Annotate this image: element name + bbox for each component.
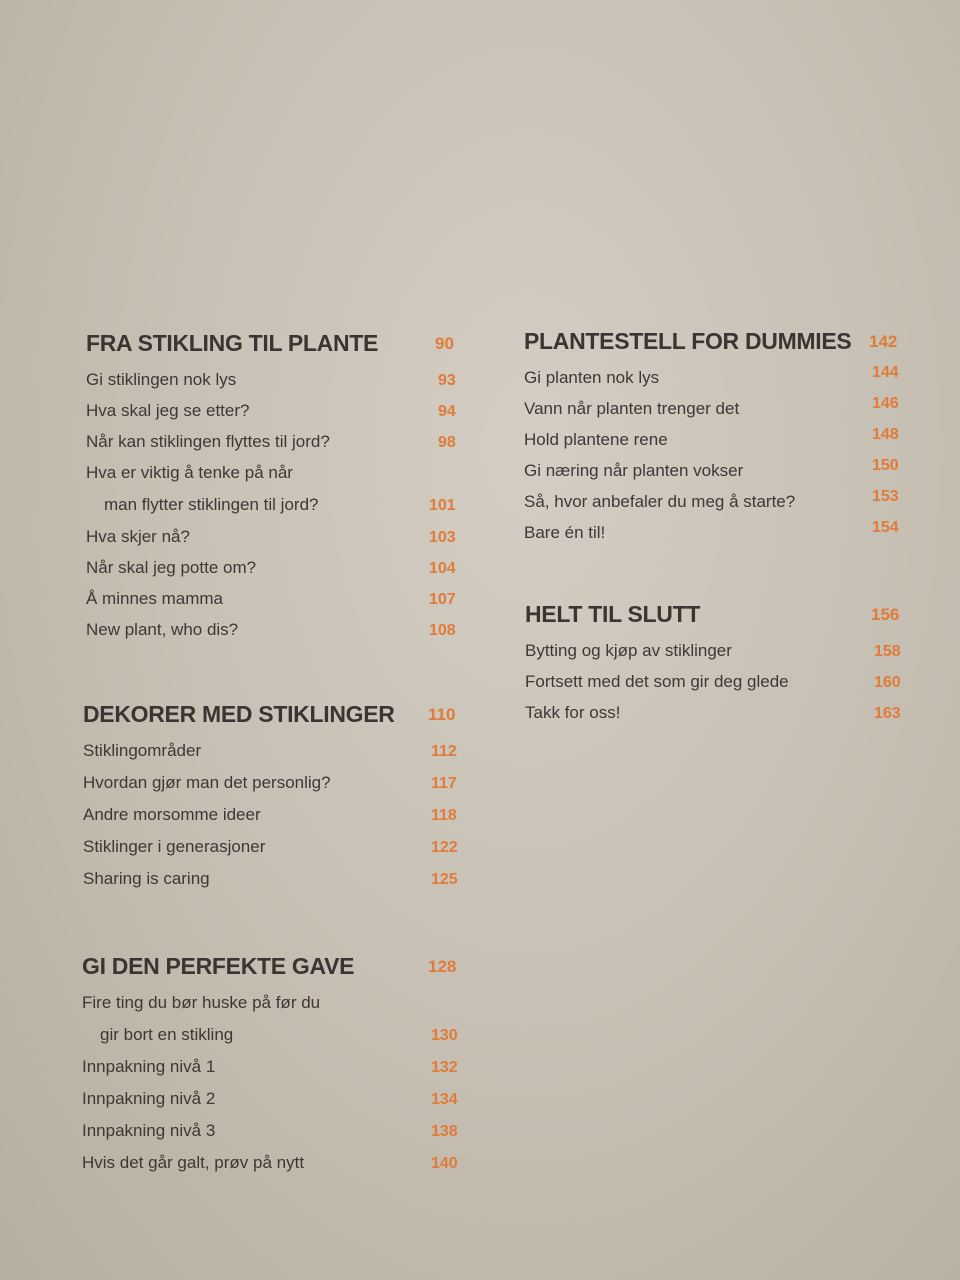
toc-entry [524,393,908,424]
entry-page-number: 108 [429,622,456,639]
entry-title: Andre morsomme ideer [83,805,261,824]
entry-title-line-2: gir bort en stikling [100,1025,234,1044]
entry-page-number: 146 [872,395,899,412]
section-page-number: 110 [428,705,456,724]
entry-title-line-1: Hva er viktig å tenke på når [86,463,293,482]
entry-title: Innpakning nivå 3 [82,1121,216,1140]
entry-page-number: 104 [429,560,456,577]
entry-page-number: 134 [431,1091,458,1108]
toc-entry [86,395,466,426]
entry-page-number: 130 [431,1027,458,1044]
entry-title [82,993,320,1045]
entry-page-number: 163 [874,705,901,722]
entry-title: Stiklingområder [83,741,202,760]
section-title: FRA STIKLING TIL PLANTE [86,330,379,356]
section-header [82,953,468,987]
section-page-number: 128 [428,957,457,976]
entry-page-number: 148 [872,426,899,443]
entry-page-number: 144 [872,364,899,381]
entry-page-number: 101 [429,497,456,514]
entry-page-number: 107 [429,591,456,608]
toc-entry [524,424,908,455]
entry-title: Stiklinger i generasjoner [83,837,266,856]
toc-entry [525,697,909,728]
entry-title: Takk for oss! [525,703,621,722]
toc-entry [86,614,466,645]
entry-title: Hvordan gjør man det personlig? [83,773,331,792]
entry-title: Innpakning nivå 2 [82,1089,216,1108]
entry-page-number: 112 [431,743,457,760]
toc-entry [82,1115,468,1147]
entry-page-number: 103 [429,529,456,546]
entry-title: Hold plantene rene [524,430,668,449]
toc-entry [86,457,466,521]
toc-section [86,330,466,645]
toc-entry [82,987,468,1051]
entry-title: Fortsett med det som gir deg glede [525,672,789,691]
section-page-number: 156 [871,605,900,624]
entry-page-number: 140 [431,1155,458,1172]
toc-entry [86,521,466,552]
toc-entry [524,362,908,393]
section-title: HELT TIL SLUTT [525,601,701,627]
entry-page-number: 118 [431,807,457,824]
entry-page-number: 153 [872,488,899,505]
entry-page-number: 150 [872,457,899,474]
entry-title: New plant, who dis? [86,620,239,639]
entry-page-number: 125 [431,871,458,888]
entry-page-number: 158 [874,643,901,660]
entry-page-number: 93 [438,372,456,389]
section-page-number: 142 [869,332,898,351]
entry-title: Hva skal jeg se etter? [86,401,250,420]
entry-title: Når skal jeg potte om? [86,558,257,577]
toc-entry [86,552,466,583]
entry-title: Vann når planten trenger det [524,399,740,418]
toc-entry [82,1051,468,1083]
toc-entry [83,767,467,799]
toc-entry [524,455,908,486]
entry-title: Hva skjer nå? [86,527,190,546]
toc-entry [83,799,467,831]
toc-entry [82,1083,468,1115]
entry-title: Bytting og kjøp av stiklinger [525,641,732,660]
entry-title: Gi stiklingen nok lys [86,370,237,389]
toc-entry [86,426,466,457]
entry-title [86,463,318,515]
entry-title-line-1: Fire ting du bør huske på før du [82,993,321,1012]
section-header [86,330,466,364]
section-title: PLANTESTELL FOR DUMMIES [524,328,852,354]
entry-title: Hvis det går galt, prøv på nytt [82,1153,305,1172]
entry-page-number: 132 [431,1059,458,1076]
toc-entry [525,635,909,666]
entry-title: Når kan stiklingen flyttes til jord? [86,432,330,451]
entry-page-number: 122 [431,839,458,856]
toc-entry [82,1147,468,1179]
entry-page-number: 98 [438,434,456,451]
section-header [525,601,909,635]
entry-page-number: 138 [431,1123,458,1140]
entry-title: Å minnes mamma [86,589,223,608]
toc-entry [86,364,466,395]
entry-title: Gi næring når planten vokser [524,461,744,480]
entry-title: Innpakning nivå 1 [82,1057,216,1076]
entry-page-number: 160 [874,674,901,691]
entry-page-number: 154 [872,519,899,536]
toc-section [82,953,468,1179]
entry-page-number: 117 [431,775,457,792]
section-title: DEKORER MED STIKLINGER [83,701,395,727]
toc-entry [83,831,467,863]
toc-entry [525,666,909,697]
section-page-number: 90 [435,334,454,353]
entry-title: Gi planten nok lys [524,368,660,387]
entry-title: Sharing is caring [83,869,210,888]
toc-entry [83,863,467,895]
toc-entry [524,517,908,548]
entry-title: Så, hvor anbefaler du meg å starte? [524,492,796,511]
toc-section [525,601,909,728]
entry-title-line-2: man flytter stiklingen til jord? [104,495,319,514]
section-title: GI DEN PERFEKTE GAVE [82,953,355,979]
entry-page-number: 94 [438,403,456,420]
entry-title: Bare én til! [524,523,606,542]
section-header [524,328,908,362]
toc-entry [83,735,467,767]
toc-entry [86,583,466,614]
toc-entry [524,486,908,517]
toc-section [524,328,908,548]
toc-section [83,701,467,895]
section-header [83,701,467,735]
